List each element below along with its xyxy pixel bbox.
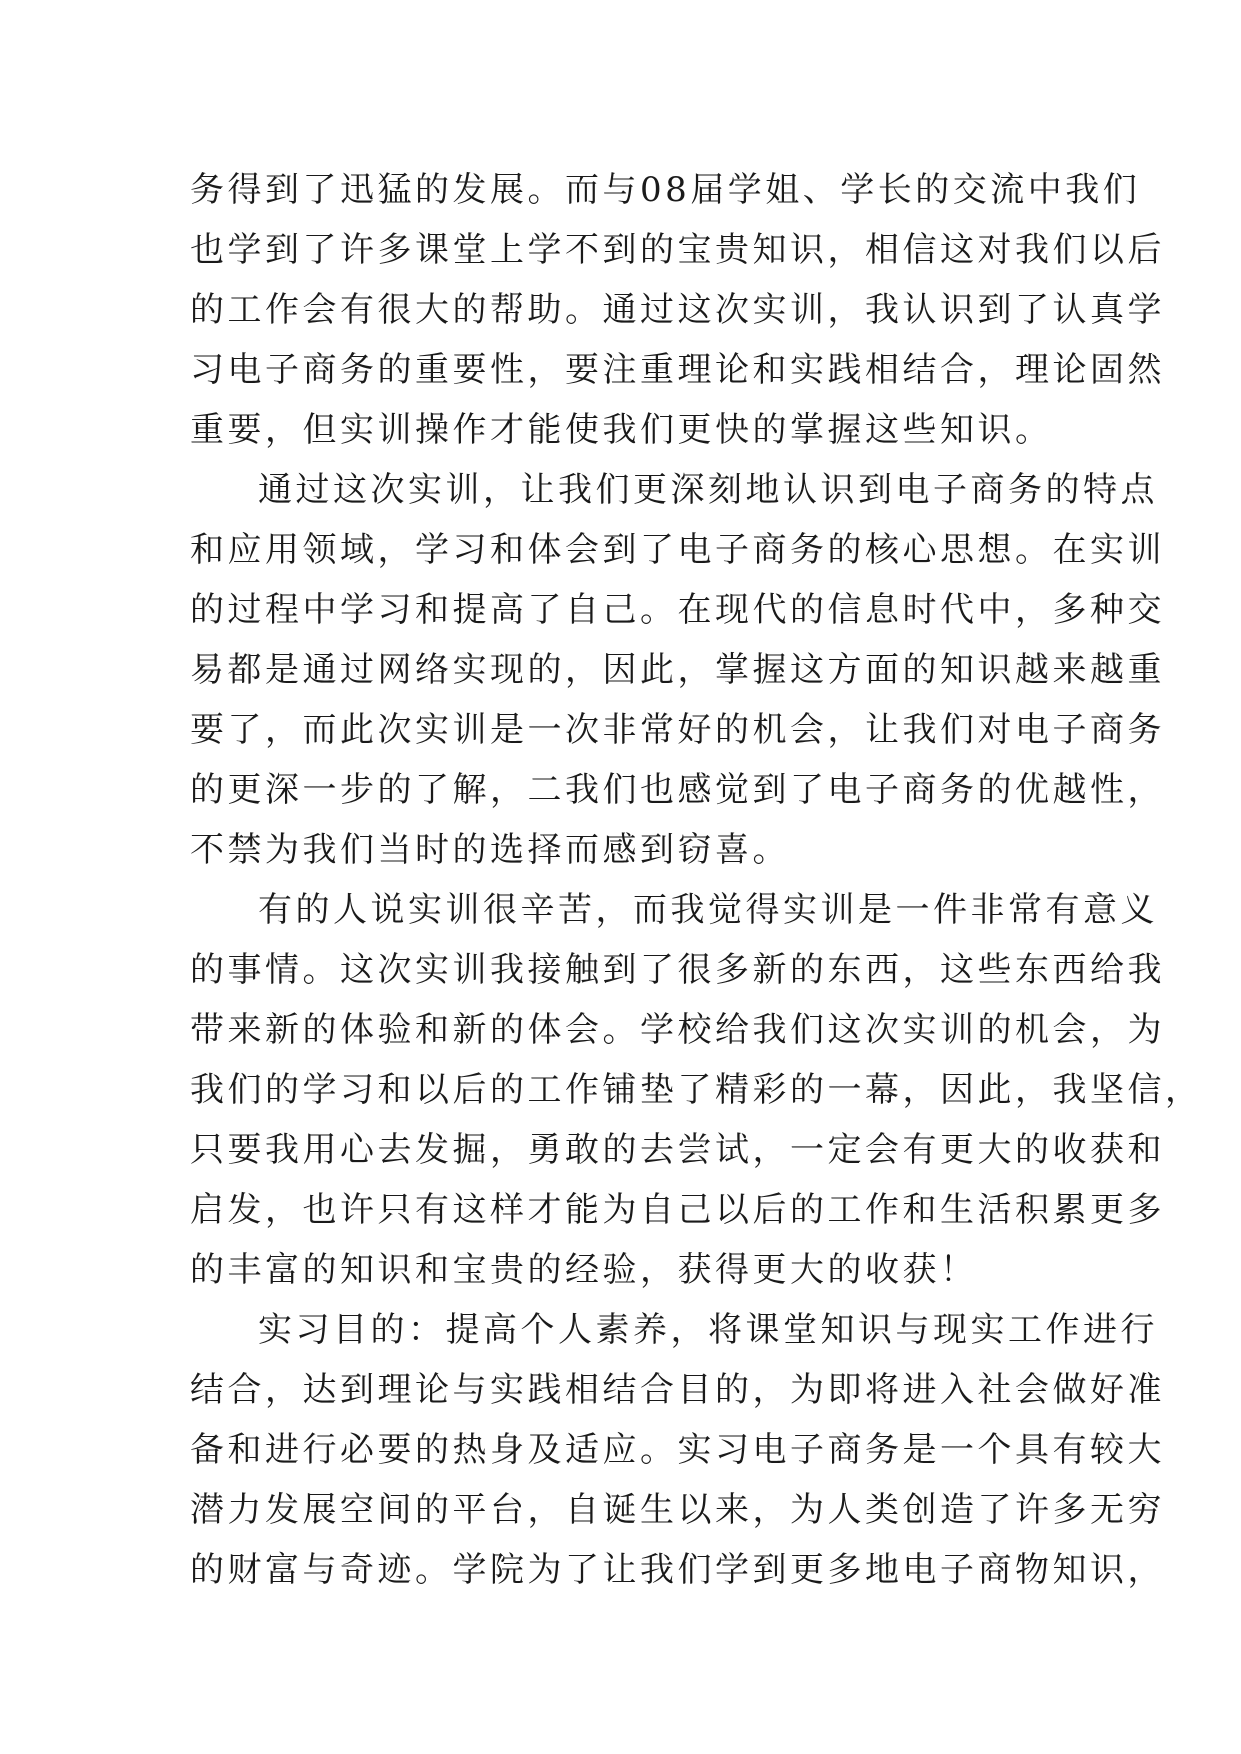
text-line: 的财富与奇迹。学院为了让我们学到更多地电子商物知识， [190,1550,1165,1590]
text-line: 启发，也许只有这样才能为自己以后的工作和生活积累更多 [190,1190,1165,1230]
text-line: 务得到了迅猛的发展。而与08届学姐、学长的交流中我们 [190,170,1141,210]
text-line: 我们的学习和以后的工作铺垫了精彩的一幕，因此，我坚信， [190,1070,1203,1110]
text-line: 和应用领域，学习和体会到了电子商务的核心思想。在实训 [190,530,1165,570]
paragraph-2 [190,460,1165,880]
text-line: 带来新的体验和新的体会。学校给我们这次实训的机会，为 [190,1010,1165,1050]
text-line: 实习目的：提高个人素养，将课堂知识与现实工作进行 [258,1310,1158,1350]
text-line: 只要我用心去发掘，勇敢的去尝试，一定会有更大的收获和 [190,1130,1165,1170]
text-line: 通过这次实训，让我们更深刻地认识到电子商务的特点 [258,470,1158,510]
text-line: 不禁为我们当时的选择而感到窃喜。 [190,830,790,870]
text-line: 的丰富的知识和宝贵的经验，获得更大的收获！ [190,1250,978,1290]
text-line: 的事情。这次实训我接触到了很多新的东西，这些东西给我 [190,950,1165,990]
text-line: 结合，达到理论与实践相结合目的，为即将进入社会做好准 [190,1370,1165,1410]
text-line: 有的人说实训很辛苦，而我觉得实训是一件非常有意义 [258,890,1158,930]
paragraph-1 [190,160,1165,460]
paragraph-4 [190,1300,1165,1600]
text-line: 的工作会有很大的帮助。通过这次实训，我认识到了认真学 [190,290,1165,330]
text-line: 潜力发展空间的平台，自诞生以来，为人类创造了许多无穷 [190,1490,1165,1530]
text-line: 要了，而此次实训是一次非常好的机会，让我们对电子商务 [190,710,1165,750]
text-line: 重要，但实训操作才能使我们更快的掌握这些知识。 [190,410,1053,450]
text-line: 也学到了许多课堂上学不到的宝贵知识，相信这对我们以后 [190,230,1165,270]
text-line: 的过程中学习和提高了自己。在现代的信息时代中，多种交 [190,590,1165,630]
text-line: 备和进行必要的热身及适应。实习电子商务是一个具有较大 [190,1430,1165,1470]
paragraph-3 [190,880,1203,1300]
text-line: 习电子商务的重要性，要注重理论和实践相结合，理论固然 [190,350,1165,390]
text-line: 易都是通过网络实现的，因此，掌握这方面的知识越来越重 [190,650,1165,690]
text-line: 的更深一步的了解，二我们也感觉到了电子商务的优越性， [190,770,1165,810]
document-body [190,160,1203,1600]
